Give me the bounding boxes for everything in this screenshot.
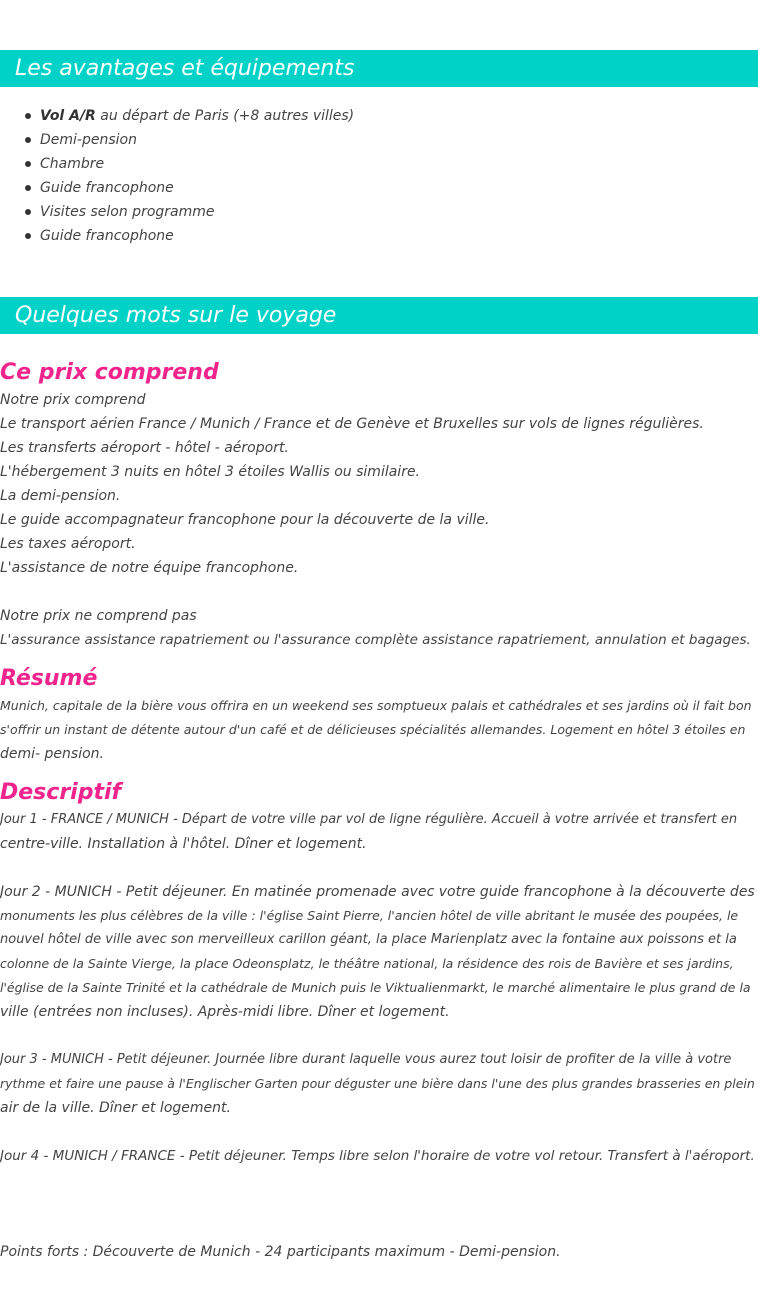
list-item <box>0 104 354 128</box>
list-item <box>0 224 354 248</box>
summary-line: s'offrir un instant de détente autour d'un café et de délicieuses spécialités allemandes. Logement en hôtel 3 étoiles en <box>0 722 746 737</box>
list-item <box>0 200 354 224</box>
day-2-line: Jour 2 - MUNICH - Petit déjeuner. En matinée promenade avec votre guide francophone à la découverte des <box>0 884 755 900</box>
spacer <box>0 766 758 778</box>
day-2-line: nouvel hôtel de ville avec son merveilleux carillon géant, la place Marienplatz avec la fontaine aux poissons et la <box>0 932 737 947</box>
perk-text: Guide francophone <box>40 180 174 196</box>
price-heading: Ce prix comprend <box>0 360 219 385</box>
summary-heading: Résumé <box>0 666 98 691</box>
perk-text: Demi-pension <box>40 132 137 148</box>
price-included-item: La demi-pension. <box>0 488 121 504</box>
trip-details <box>0 358 758 1264</box>
price-included-item: Les taxes aéroport. <box>0 536 136 552</box>
price-included-item: L'hébergement 3 nuits en hôtel 3 étoiles Wallis ou similaire. <box>0 464 421 480</box>
perks-list <box>0 104 354 248</box>
day-3-line: air de la ville. Dîner et logement. <box>0 1100 231 1116</box>
perks-section-title: Les avantages et équipements <box>0 50 758 87</box>
perk-text: Visites selon programme <box>40 204 215 220</box>
summary-line: demi- pension. <box>0 746 104 762</box>
day-1-line: centre-ville. Installation à l'hôtel. Dîner et logement. <box>0 836 367 852</box>
trip-section-title: Quelques mots sur le voyage <box>0 297 758 334</box>
perk-text: Guide francophone <box>40 228 174 244</box>
price-included-item: Le transport aérien France / Munich / France et de Genève et Bruxelles sur vols de lignes régulières. <box>0 416 704 432</box>
price-included-item: Le guide accompagnateur francophone pour la découverte de la ville. <box>0 512 490 528</box>
day-2-line: colonne de la Sainte Vierge, la place Odeonsplatz, le théâtre national, la résidence des rois de Bavière et ses jardins, <box>0 956 734 971</box>
spacer <box>0 1168 758 1240</box>
perk-text: Chambre <box>40 156 105 172</box>
day-2-line: ville (entrées non incluses). Après-midi libre. Dîner et logement. <box>0 1004 450 1020</box>
price-included-label: Notre prix comprend <box>0 392 146 408</box>
day-2-line: l'église de la Sainte Trinité et la cathédrale de Munich puis le Viktualienmarkt, le marché alimentaire le plus grand de la <box>0 980 751 995</box>
perk-text: au départ de Paris (+8 autres villes) <box>95 108 355 124</box>
itinerary <box>0 808 758 1264</box>
day-3-line: Jour 3 - MUNICH - Petit déjeuner. Journée libre durant laquelle vous aurez tout loisir de profiter de la ville à votre <box>0 1052 732 1067</box>
day-3-line: rythme et faire une pause à l'Englischer Garten pour déguster une bière dans l'une des plus grandes brasseries en plein <box>0 1076 755 1091</box>
spacer <box>0 1024 758 1048</box>
price-block <box>0 388 758 652</box>
spacer <box>0 856 758 880</box>
spacer <box>0 652 758 664</box>
spacer <box>0 580 758 604</box>
price-excluded-item: L'assurance assistance rapatriement ou l'assurance complète assistance rapatriement, annulation et bagages. <box>0 632 751 648</box>
summary-text <box>0 694 758 766</box>
price-included-item: Les transferts aéroport - hôtel - aéroport. <box>0 440 289 456</box>
spacer <box>0 1120 758 1144</box>
day-2-line: monuments les plus célèbres de la ville : l'église Saint Pierre, l'ancien hôtel de ville abritant le musée des poupées, le <box>0 908 739 923</box>
price-included-item: L'assistance de notre équipe francophone. <box>0 560 299 576</box>
list-item <box>0 152 354 176</box>
day-1-line: Jour 1 - FRANCE / MUNICH - Départ de votre ville par vol de ligne régulière. Accueil à votre arrivée et transfert en <box>0 812 738 827</box>
price-excluded-label: Notre prix ne comprend pas <box>0 608 197 624</box>
list-item <box>0 176 354 200</box>
highlights-text: Points forts : Découverte de Munich - 24 participants maximum - Demi-pension. <box>0 1244 561 1260</box>
day-4-line: Jour 4 - MUNICH / FRANCE - Petit déjeuner. Temps libre selon l'horaire de votre vol retour. Transfert à l'aéroport. <box>0 1148 755 1164</box>
perk-bold-text: Vol A/R <box>40 108 96 124</box>
description-heading: Descriptif <box>0 780 122 805</box>
list-item <box>0 128 354 152</box>
summary-line: Munich, capitale de la bière vous offrira en un weekend ses somptueux palais et cathédrales et ses jardins où il fait bon <box>0 698 752 713</box>
